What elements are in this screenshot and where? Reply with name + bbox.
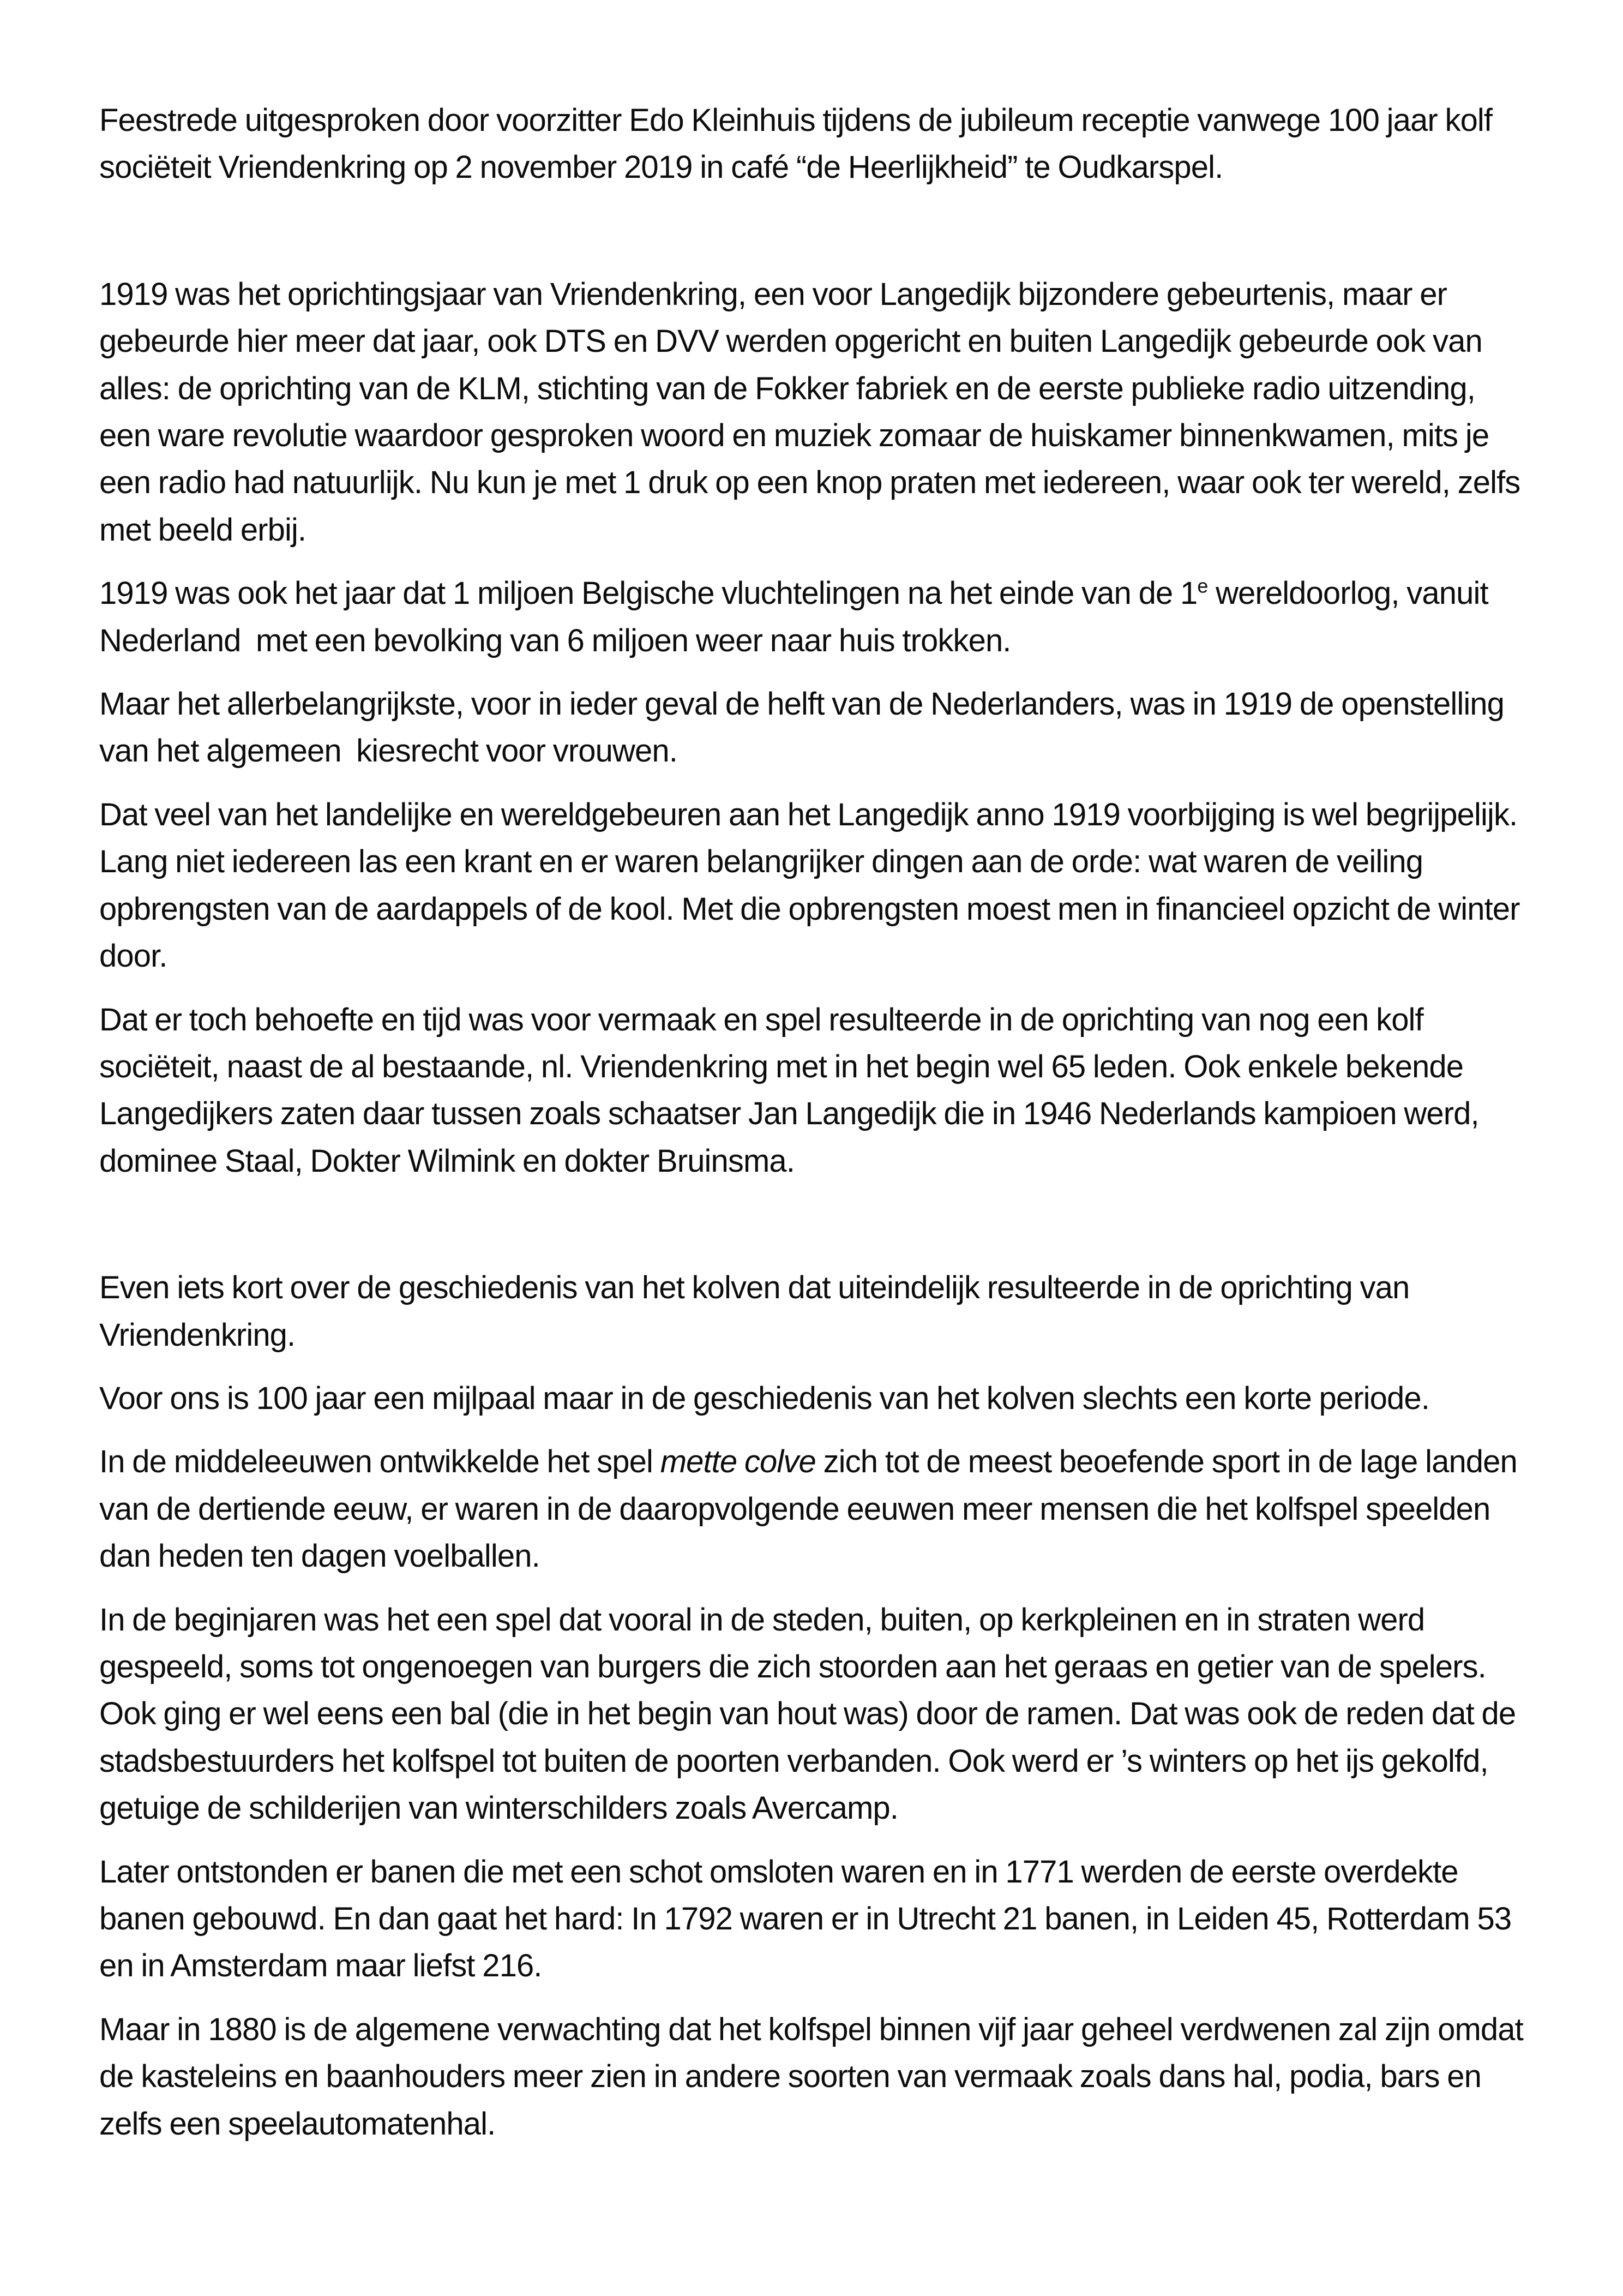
- paragraph-1919-oprichtingsjaar: 1919 was het oprichtingsjaar van Vriendenkring, een voor Langedijk bijzondere gebeurtenis, maar er gebeurde hier meer dat jaar, ook DTS en DVV werden opgericht en buiten Langedijk gebeurde ook van alles: de oprichting van de KLM, stichting van de Fokker fabriek en de eerste publieke radio uitzending, een ware revolutie waardoor gesproken woord en muziek zomaar de huiskamer binnenkwamen, mits je een radio had natuurlijk. Nu kun je met 1 druk op een knop praten met iedereen, waar ook ter wereld, zelfs met beeld erbij.: [99, 276, 1528, 548]
- paragraph-geschiedenis-kolven: Even iets kort over de geschiedenis van het kolven dat uiteindelijk resulteerde in de oprichting van Vriendenkring.: [99, 1270, 1417, 1353]
- paragraph-middeleeuwen: [99, 1438, 1532, 1580]
- spacer-paragraph-2: [99, 1201, 1532, 1248]
- header-paragraph: Feestrede uitgesproken door voorzitter Edo Kleinhuis tijdens de jubileum receptie vanwege 100 jaar kolf sociëteit Vriendenkring op 2 november 2019 in café “de Heerlijkheid” te Oudkarspel.: [99, 103, 1500, 185]
- italic-phrase-mette-colve: mette colve: [660, 1444, 816, 1480]
- document-body: [99, 97, 1532, 2148]
- paragraph-overdekte-banen: Later ontstonden er banen die met een schot omsloten waren en in 1771 werden de eerste overdekte banen gebouwd. En dan gaat het hard: In 1792 waren er in Utrecht 21 banen, in Leiden 45, Rotterdam 53 en in Amsterdam maar liefst 216.: [99, 1854, 1519, 1984]
- paragraph-beginjaren: In de beginjaren was het een spel dat vooral in de steden, buiten, op kerkpleinen en in straten werd gespeeld, soms tot ongenoegen van burgers die zich stoorden aan het geraas en getier van de spelers. Ook ging er wel eens een bal (die in het begin van hout was) door de ramen. Dat was ook de reden dat de stadsbestuurders het kolfspel tot buiten de poorten verbanden. Ook werd er ’s winters op het ijs gekolfd, getuige de schilderijen van winterschilders zoals Avercamp.: [99, 1602, 1523, 1826]
- paragraph-oprichting-kolfsocieteit: Dat er toch behoefte en tijd was voor vermaak en spel resulteerde in de oprichting van nog een kolf sociëteit, naast de al bestaande, nl. Vriendenkring met in het begin wel 65 leden. Ook enkele bekende Langedijkers zaten daar tussen zoals schaatser Jan Langedijk die in 1946 Nederlands kampioen werd, dominee Staal, Dokter Wilmink en dokter Bruinsma.: [99, 1002, 1487, 1179]
- paragraph-text-before-italic: In de middeleeuwen ontwikkelde het spel: [99, 1444, 660, 1480]
- paragraph-landelijk-wereldgebeuren: Dat veel van het landelijke en wereldgebeuren aan het Langedijk anno 1919 voorbijging is wel begrijpelijk. Lang niet iedereen las een krant en er waren belangrijker dingen aan de orde: wat waren de veiling opbrengsten van de aardappels of de kool. Met die opbrengsten moest men in financieel opzicht de winter door.: [99, 796, 1528, 974]
- spacer-paragraph-1: [99, 208, 1532, 255]
- paragraph-text-after-italic: zich tot de meest beoefende sport in de lage landen van de dertiende eeuw, er waren in de daaropvolgende eeuwen meer mensen die het kolfspel speelden dan heden ten dagen voelballen.: [99, 1444, 1525, 1574]
- paragraph-text-after-superscript: wereldoorlog, vanuit Nederland met een bevolking van 6 miljoen weer naar huis trokken.: [99, 576, 1496, 658]
- ordinal-superscript-e: e: [1197, 574, 1209, 597]
- paragraph-mijlpaal: Voor ons is 100 jaar een mijlpaal maar in de geschiedenis van het kolven slechts een korte periode.: [99, 1380, 1429, 1416]
- paragraph-text-before-superscript: 1919 was ook het jaar dat 1 miljoen Belgische vluchtelingen na het einde van de 1: [99, 576, 1198, 612]
- paragraph-1880-verwachting: Maar in 1880 is de algemene verwachting dat het kolfspel binnen vijf jaar geheel verdwenen zal zijn omdat de kasteleins en baanhouders meer zien in andere soorten van vermaak zoals dans hal, podia, bars en zelfs een speelautomatenhal.: [99, 2011, 1531, 2142]
- paragraph-kiesrecht-vrouwen: Maar het allerbelangrijkste, voor in ieder geval de helft van de Nederlanders, was in 1919 de openstelling van het algemeen kiesrecht voor vrouwen.: [99, 686, 1512, 769]
- paragraph-1919-belgische-vluchtelingen: [99, 570, 1532, 664]
